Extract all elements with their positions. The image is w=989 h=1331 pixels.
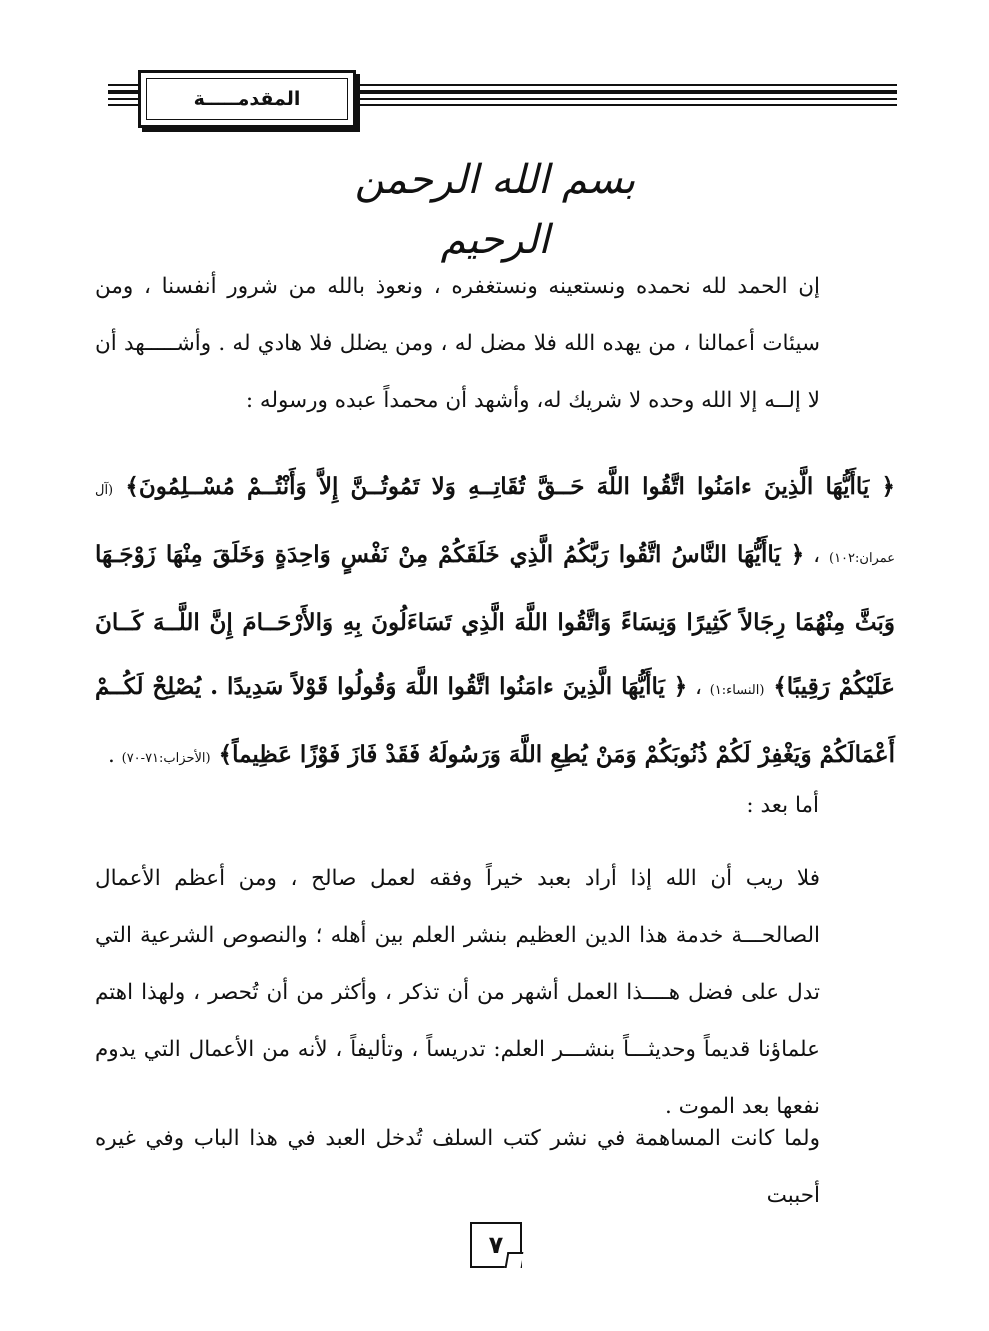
verse-separator-2: ، [687, 675, 710, 700]
paragraph-1: إن الحمد لله نحمده ونستعينه ونستغفره ، ونعوذ بالله من شرور أنفسنا ، ومن سيئات أعمالنا ، من يهده الله فلا مضل له ، ومن يضلل فلا هادي له . وأشـــــهد أن لا إلــه إلا الله وحده لا شريك له، وأشهد أن محمداً عبده ورسوله : [95, 274, 820, 413]
page-number: ٧ [488, 1231, 504, 1259]
chapter-header-box [138, 70, 356, 128]
verse-2-reference: (النساء:١) [709, 683, 765, 698]
amma-bad-heading: أما بعد : [746, 793, 819, 818]
verse-1: ﴿ يَاأَيُّهَا الَّذِينَ ءامَنُوا اتَّقُوا اللَّهَ حَــقَّ تُقَاتِــهِ وَلا تَمُوتُــنَّ إِلاَّ وَأَنْتُــمْ مُسْــلِمُونَ﴾ [125, 473, 895, 500]
second-paragraph-block [95, 850, 895, 1135]
verse-3-reference: (الأحزاب:٧١-٧٠) [121, 751, 211, 766]
verse-3: ﴿ يَاأَيُّهَا الَّذِينَ ءامَنُوا اتَّقُوا اللَّهَ وَقُولُوا قَوْلاً سَدِيدًا . يُصْلِحْ لَكُــمْ أَعْمَالَكُمْ وَيَغْفِرْ لَكُمْ ذُنُوبَكُمْ وَمَنْ يُطِعِ اللَّهَ وَرَسُولَهُ فَقَدْ فَازَ فَوْزًا عَظِيماً﴾ [95, 673, 895, 768]
paragraph-3: ولما كانت المساهمة في نشر كتب السلف تُدخل العبد في هذا الباب وفي غيره أحببت [95, 1126, 820, 1208]
opening-paragraph [95, 258, 895, 429]
verses-block [95, 455, 895, 791]
paragraph-2: فلا ريب أن الله إذا أراد بعبد خيراً وفقه لعمل صالح ، ومن أعظم الأعمال الصالحـــة خدمة هذا الدين العظيم بنشر العلم بين أهله ؛ والنصوص الشرعية التي تدل على فضل هــــذا العمل أشهر من أن تذكر ، وأكثر من أن تُحصر ، ولهذا اهتم علماؤنا قديماً وحديثـــاً بنشـــر العلم: تدريساً ، وتأليفاً ، لأنه من الأعمال التي يدوم نفعها بعد الموت . [95, 866, 820, 1119]
verse-1-reference: (آل عمران:١٠٢) [95, 483, 895, 566]
page-corner-fold-icon [505, 1252, 524, 1268]
basmala-calligraphy: بسم الله الرحمن الرحيم [354, 157, 636, 263]
chapter-title: المقدمـــــة [193, 88, 301, 110]
third-paragraph-block [95, 1110, 895, 1224]
verses-end-period: . [107, 743, 122, 768]
verse-2: ﴿ يَاأَيُّهَا النَّاسُ اتَّقُوا رَبَّكُمُ الَّذِي خَلَقَكُمْ مِنْ نَفْسٍ وَاحِدَةٍ وَخَلَقَ مِنْهَا زَوْجَـهَا وَبَثَّ مِنْهُمَا رِجَالاً كَثِيرًا وَنِسَاءً وَاتَّقُوا اللَّهَ الَّذِي تَسَاءَلُونَ بِهِ وَالأَرْحَــامَ إِنَّ اللَّــهَ كَــانَ عَلَيْكُمْ رَقِيبًا﴾ [95, 541, 895, 700]
verse-separator-1: ، [804, 543, 829, 568]
page-number-box [470, 1222, 522, 1268]
